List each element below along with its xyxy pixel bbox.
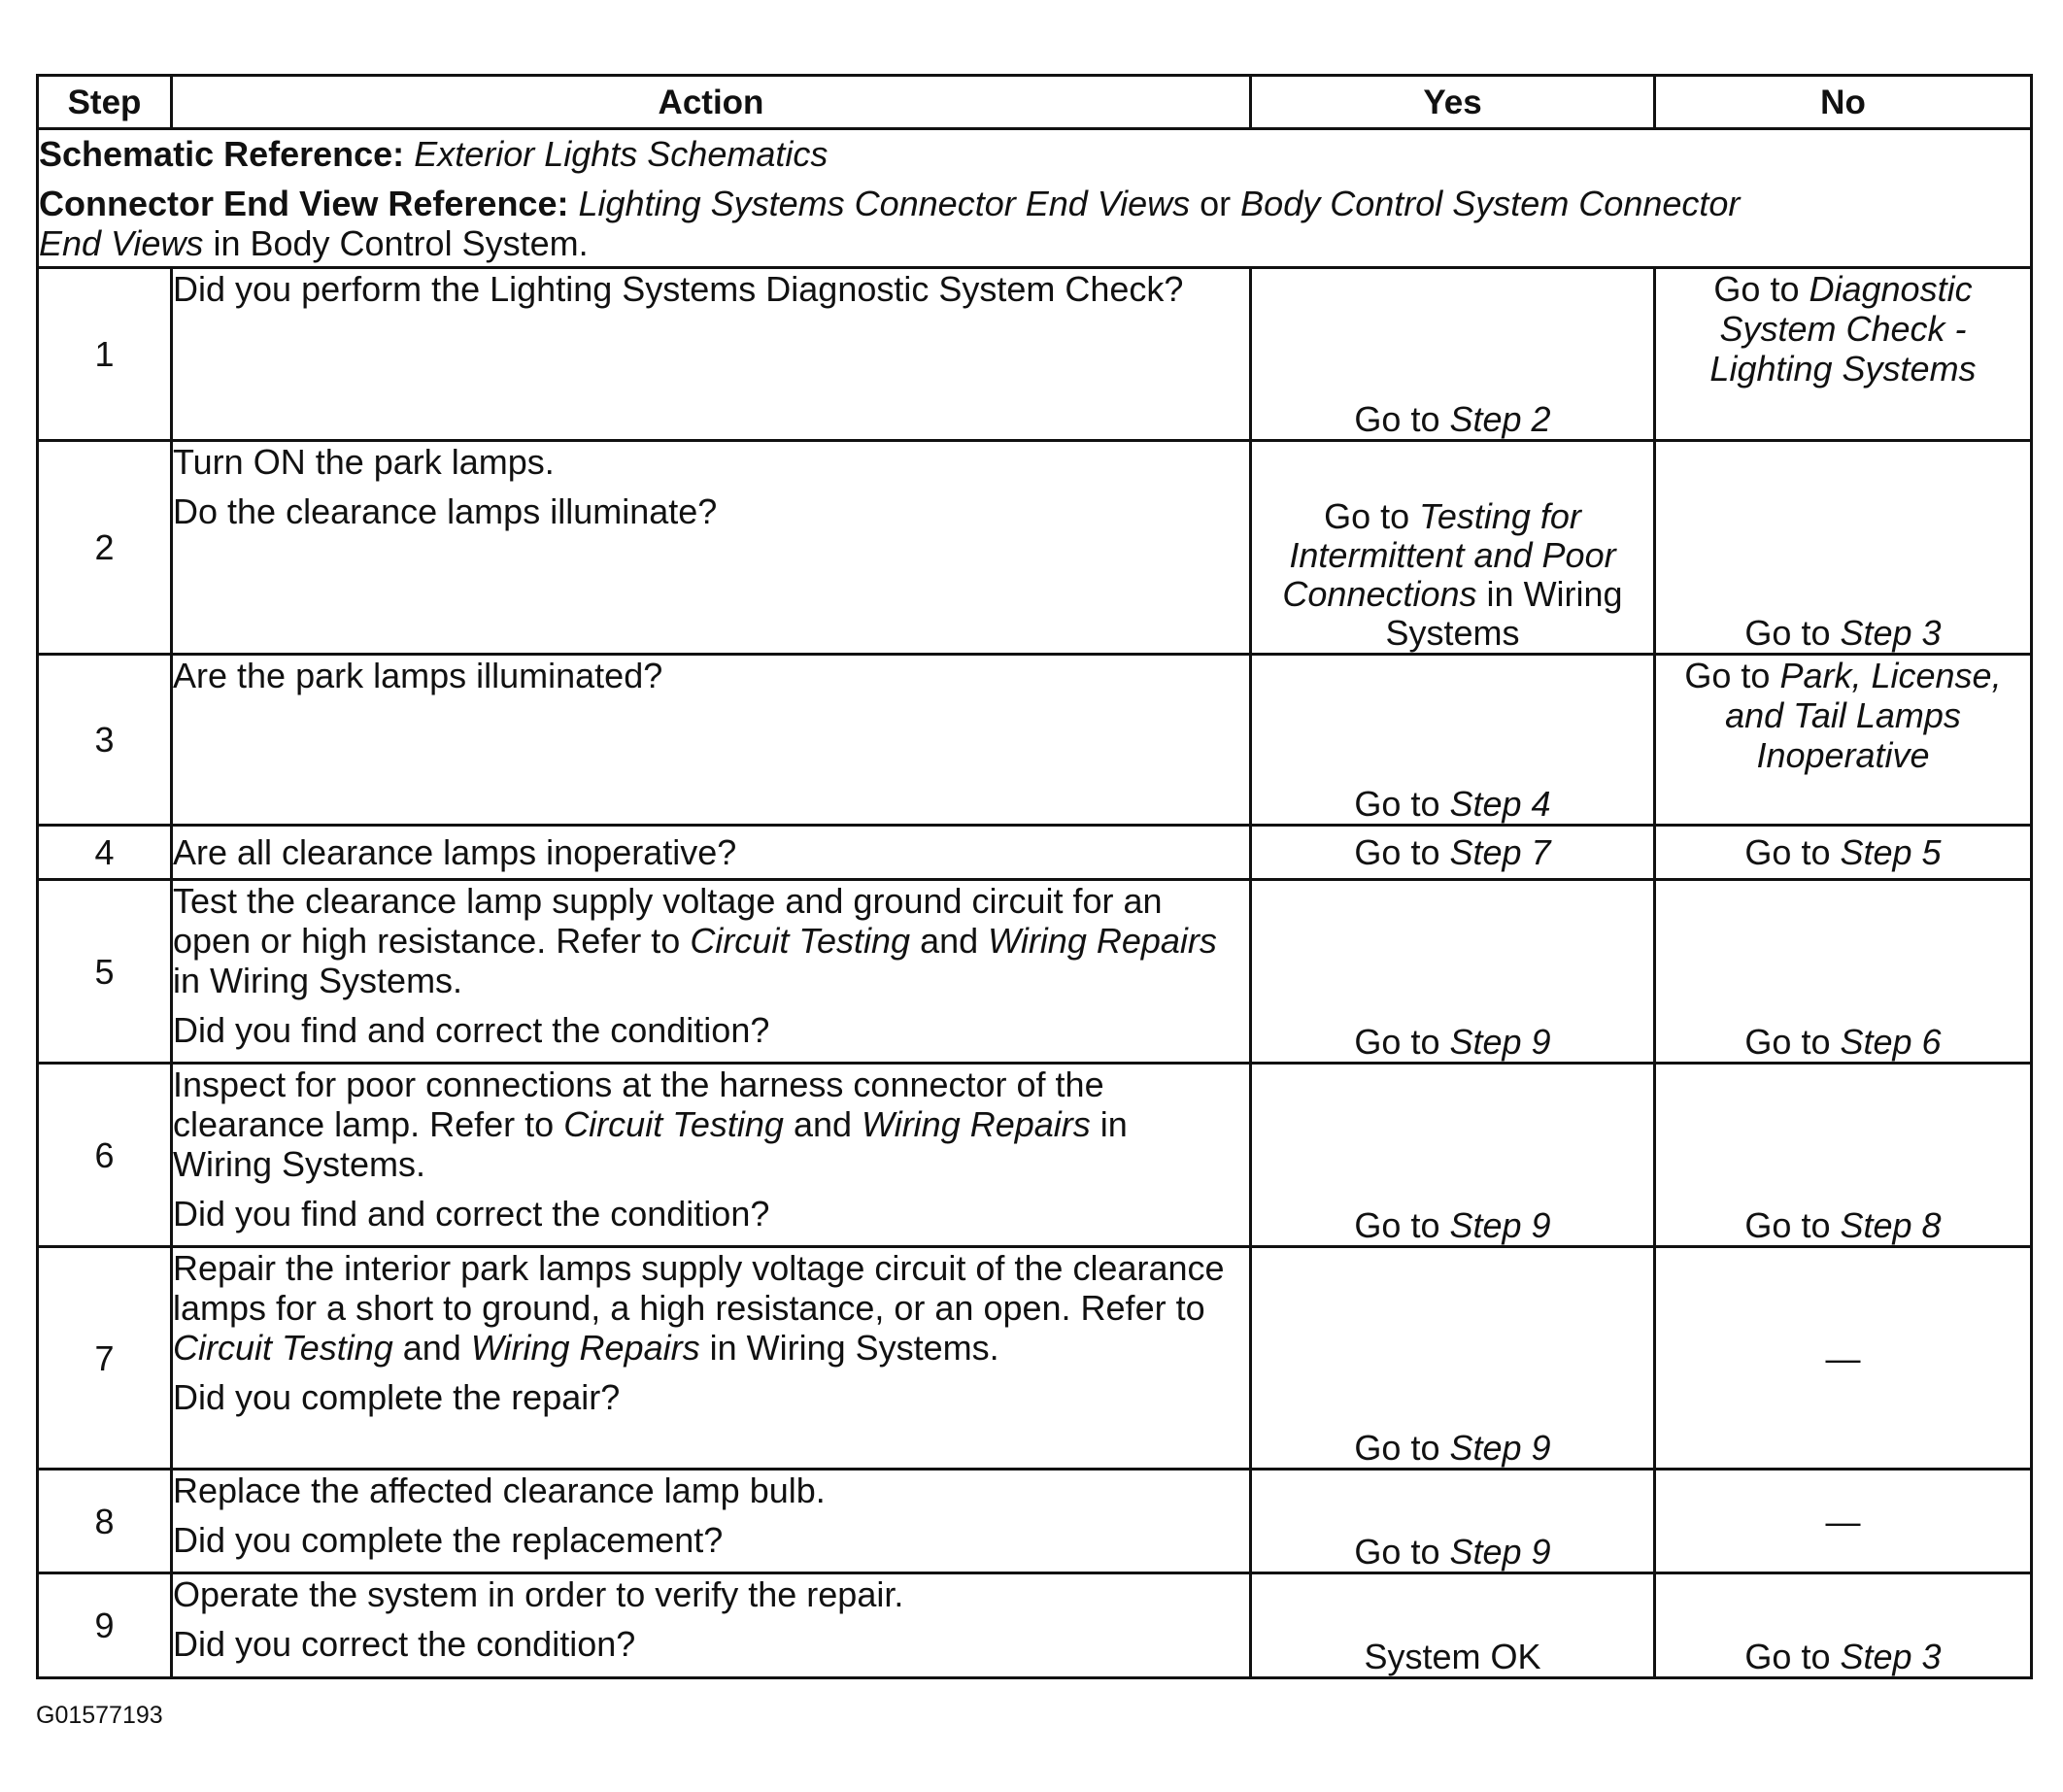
table-row (38, 1573, 2032, 1678)
reference-cell (38, 129, 2032, 268)
yes-link[interactable]: Step 9 (1449, 1205, 1551, 1245)
yes-prefix: Go to (1354, 784, 1450, 824)
no-cell (1655, 655, 2032, 826)
connector-label: Connector End View Reference: (39, 183, 569, 223)
step-number: 9 (38, 1573, 172, 1678)
no-prefix: Go to (1744, 1637, 1841, 1676)
yes-prefix: Go to (1354, 1022, 1450, 1062)
no-link[interactable]: Step 8 (1840, 1205, 1942, 1245)
action-text: Replace the affected clearance lamp bulb. (173, 1471, 826, 1510)
no-cell (1655, 880, 2032, 1064)
yes-link[interactable]: Step 4 (1449, 784, 1551, 824)
yes-cell (1251, 880, 1655, 1064)
no-link[interactable]: Step 3 (1840, 613, 1942, 653)
action-cell (172, 441, 1251, 655)
yes-cell (1251, 1247, 1655, 1470)
step-number: 6 (38, 1064, 172, 1247)
no-cell (1655, 1573, 2032, 1678)
yes-link[interactable]: Step 2 (1449, 399, 1551, 439)
no-cell (1655, 268, 2032, 441)
yes-cell (1251, 268, 1655, 441)
yes-prefix: Go to (1324, 496, 1420, 536)
yes-prefix: Go to (1354, 832, 1450, 872)
action-question: Did you complete the repair? (173, 1377, 621, 1417)
yes-link[interactable]: Step 9 (1449, 1532, 1551, 1572)
yes-link[interactable]: Step 9 (1449, 1428, 1551, 1468)
yes-prefix: Go to (1354, 1205, 1450, 1245)
table-row (38, 880, 2032, 1064)
step-number: 2 (38, 441, 172, 655)
yes-suffix: in Wiring Systems (1385, 574, 1623, 653)
no-prefix: Go to (1684, 656, 1780, 695)
action-cell (172, 1573, 1251, 1678)
no-cell (1655, 1064, 2032, 1247)
connector-link-1[interactable]: Lighting Systems Connector End Views (578, 183, 1191, 223)
step-number: 3 (38, 655, 172, 826)
schematic-reference (39, 134, 2030, 174)
schematic-link[interactable]: Exterior Lights Schematics (414, 133, 829, 174)
table-row (38, 826, 2032, 880)
yes-cell (1251, 441, 1655, 655)
action-text: Did you perform the Lighting Systems Diagnostic System Check? (173, 269, 1184, 309)
action-text: Are all clearance lamps inoperative? (173, 832, 737, 872)
table-row (38, 1064, 2032, 1247)
step-number: 1 (38, 268, 172, 441)
header-no: No (1655, 76, 2032, 129)
table-row (38, 1470, 2032, 1573)
action-question: Did you find and correct the condition? (173, 1010, 770, 1050)
table-row (38, 441, 2032, 655)
wiring-repairs-link[interactable]: Wiring Repairs (470, 1328, 700, 1368)
yes-cell (1251, 1470, 1655, 1573)
wiring-repairs-link[interactable]: Wiring Repairs (862, 1104, 1091, 1144)
yes-cell (1251, 655, 1655, 826)
connector-reference (39, 184, 2030, 263)
action-text: Inspect for poor connections at the harness connector of the clearance lamp. Refer to Circuit Testing and Wiring Repairs in Wiring Systems. (173, 1065, 1128, 1184)
no-link[interactable]: Step 5 (1840, 832, 1942, 872)
no-cell (1655, 826, 2032, 880)
yes-prefix: Go to (1354, 399, 1450, 439)
action-cell (172, 1247, 1251, 1470)
yes-prefix: Go to (1354, 1532, 1450, 1572)
no-link[interactable]: Step 3 (1840, 1637, 1942, 1676)
connector-link-2[interactable]: Body Control System Connector End Views (39, 183, 1741, 263)
action-text: Operate the system in order to verify the repair. (173, 1574, 904, 1614)
action-cell (172, 880, 1251, 1064)
yes-cell: System OK (1251, 1573, 1655, 1678)
action-text: Repair the interior park lamps supply voltage circuit of the clearance lamps for a short to ground, a high resistance, or an open. Refer to Circuit Testing and Wiring Repairs in Wiring Systems. (173, 1248, 1225, 1368)
step-number: 5 (38, 880, 172, 1064)
yes-cell (1251, 826, 1655, 880)
no-link[interactable]: Diagnostic System Check - Lighting Systems (1709, 269, 1977, 389)
action-question: Do the clearance lamps illuminate? (173, 491, 718, 531)
action-question: Did you complete the replacement? (173, 1520, 724, 1560)
action-cell (172, 826, 1251, 880)
no-cell: — (1655, 1470, 2032, 1573)
connector-or: or (1190, 183, 1241, 223)
action-question: Did you correct the condition? (173, 1624, 636, 1664)
wiring-repairs-link[interactable]: Wiring Repairs (988, 921, 1217, 961)
circuit-testing-link[interactable]: Circuit Testing (690, 921, 911, 961)
no-link[interactable]: Park, License, and Tail Lamps Inoperative (1725, 656, 2002, 775)
header-yes: Yes (1251, 76, 1655, 129)
action-text: Turn ON the park lamps. (173, 442, 555, 482)
diagnostic-table (36, 74, 2033, 1679)
yes-prefix: Go to (1354, 1428, 1450, 1468)
step-number: 7 (38, 1247, 172, 1470)
step-number: 8 (38, 1470, 172, 1573)
header-step: Step (38, 76, 172, 129)
yes-cell (1251, 1064, 1655, 1247)
no-prefix: Go to (1744, 1205, 1841, 1245)
no-prefix: Go to (1744, 613, 1841, 653)
figure-id: G01577193 (36, 1702, 163, 1729)
no-prefix: Go to (1713, 269, 1809, 309)
no-prefix: Go to (1744, 832, 1841, 872)
action-question: Did you find and correct the condition? (173, 1194, 770, 1234)
no-link[interactable]: Step 6 (1840, 1022, 1942, 1062)
action-text: Test the clearance lamp supply voltage and ground circuit for an open or high resistance. Refer to Circuit Testing and Wiring Repairs in Wiring Systems. (173, 881, 1217, 1000)
connector-suffix: in Body Control System. (203, 222, 589, 263)
action-text: Are the park lamps illuminated? (173, 656, 663, 695)
yes-link[interactable]: Testing for Intermittent and Poor Connections (1282, 496, 1616, 614)
no-cell (1655, 441, 2032, 655)
yes-link[interactable]: Step 9 (1449, 1022, 1551, 1062)
action-cell (172, 268, 1251, 441)
no-cell: — (1655, 1247, 2032, 1470)
action-cell (172, 655, 1251, 826)
action-cell (172, 1470, 1251, 1573)
schematic-label: Schematic Reference: (39, 133, 405, 174)
table-header-row (38, 76, 2032, 129)
no-prefix: Go to (1744, 1022, 1841, 1062)
action-cell (172, 1064, 1251, 1247)
table-row (38, 268, 2032, 441)
yes-link[interactable]: Step 7 (1449, 832, 1551, 872)
table-row (38, 655, 2032, 826)
circuit-testing-link[interactable]: Circuit Testing (173, 1328, 393, 1368)
circuit-testing-link[interactable]: Circuit Testing (563, 1104, 784, 1144)
table-row (38, 1247, 2032, 1470)
reference-row (38, 129, 2032, 268)
header-action: Action (172, 76, 1251, 129)
step-number: 4 (38, 826, 172, 880)
